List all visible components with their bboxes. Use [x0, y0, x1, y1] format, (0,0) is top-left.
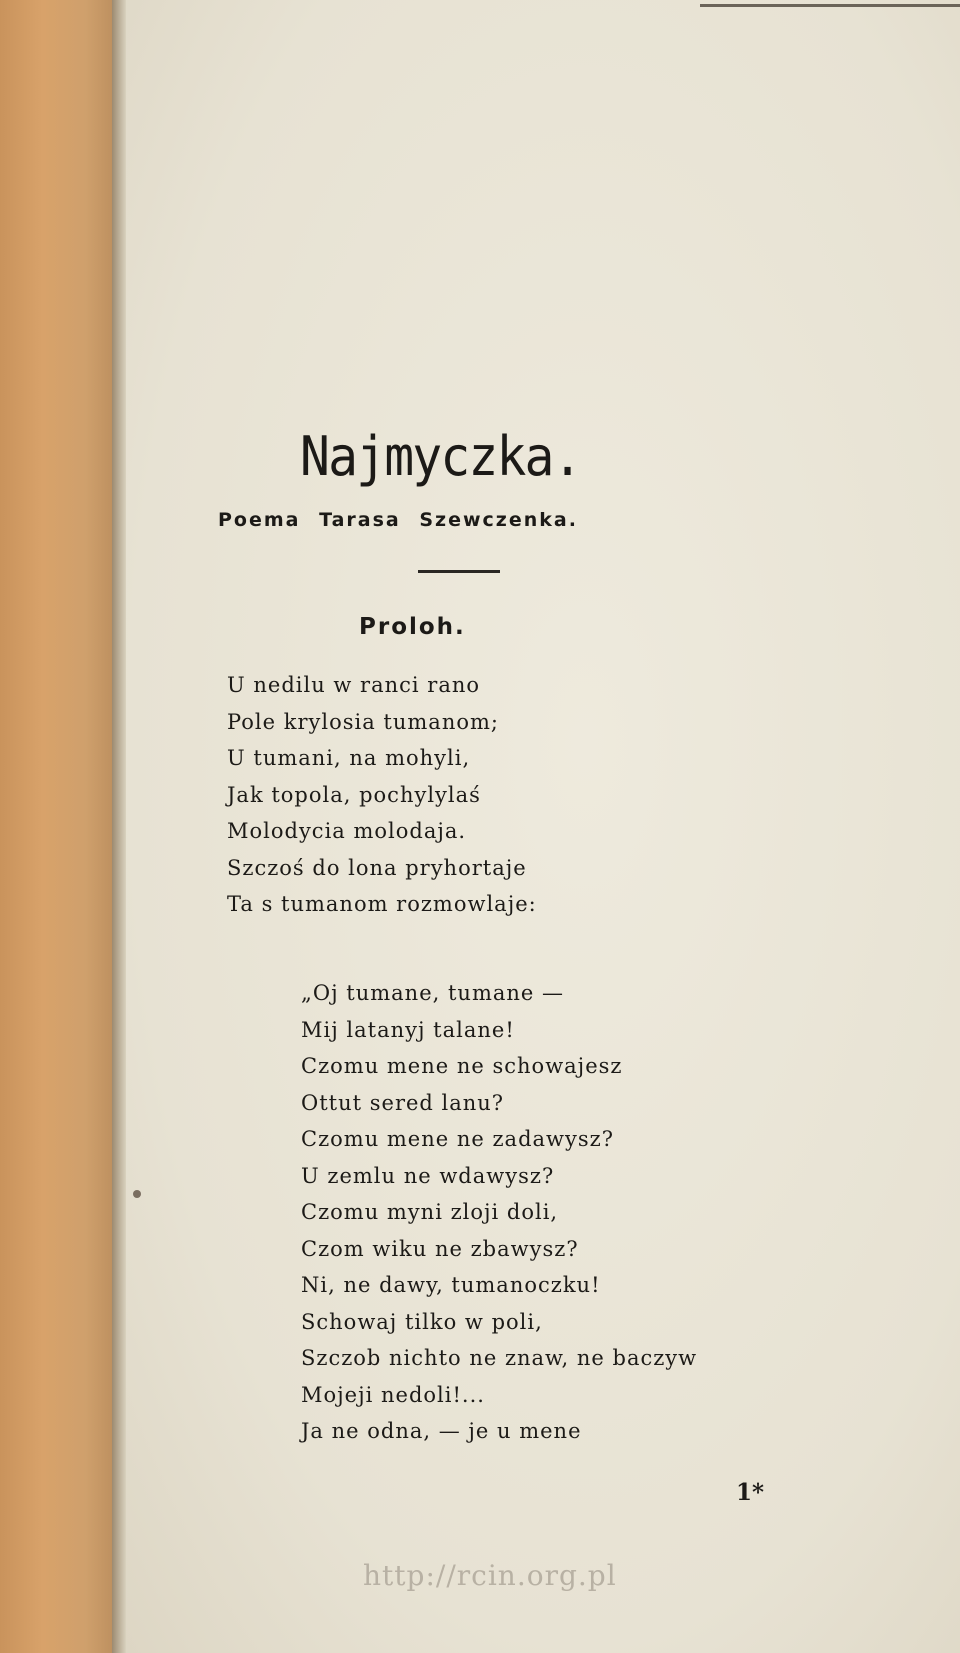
section-heading: Proloh.: [359, 614, 466, 640]
page-title: Najmyczka.: [300, 425, 581, 488]
verse-line: Ja ne odna, — je u mene: [301, 1419, 582, 1443]
verse-line: Ottut sered lanu?: [301, 1090, 505, 1115]
book-binding: [0, 0, 122, 1653]
verse-line: Czom wiku ne zbawysz?: [301, 1236, 579, 1261]
verse-line: U nedilu w ranci rano: [227, 673, 481, 697]
title-divider: [418, 570, 500, 573]
verse-line: Jak topola, pochylylaś: [227, 782, 481, 807]
top-edge-rule: [700, 4, 960, 7]
verse-line: Szczoś do lona pryhortaje: [227, 855, 527, 880]
watermark-url[interactable]: http://rcin.org.pl: [363, 1559, 617, 1592]
margin-mark: [133, 1190, 141, 1198]
verse-line: Szczob nichto ne znaw, ne baczyw: [301, 1346, 698, 1370]
verse-line: Pole krylosia tumanom;: [227, 709, 499, 734]
stanza-2: [301, 975, 697, 1450]
verse-line: Czomu mene ne schowajesz: [301, 1054, 623, 1078]
verse-line: Ta s tumanom rozmowlaje:: [227, 892, 537, 916]
subtitle: Poema Tarasa Szewczenka.: [218, 509, 578, 531]
verse-line: Mij latanyj talane!: [301, 1017, 515, 1042]
verse-line: U zemlu ne wdawysz?: [301, 1163, 555, 1188]
verse-line: U tumani, na mohyli,: [227, 746, 471, 770]
page-number: 1*: [736, 1479, 765, 1506]
stanza-1: [227, 667, 537, 923]
verse-line: „Oj tumane, tumane —: [301, 981, 565, 1005]
page-edge: [112, 0, 126, 1653]
verse-line: Schowaj tilko w poli,: [301, 1309, 543, 1334]
verse-line: Czomu myni zloji doli,: [301, 1200, 559, 1224]
verse-line: Czomu mene ne zadawysz?: [301, 1127, 614, 1151]
verse-line: Mojeji nedoli!...: [301, 1382, 485, 1407]
verse-line: Ni, ne dawy, tumanoczku!: [301, 1273, 601, 1297]
verse-line: Molodycia molodaja.: [227, 819, 467, 843]
